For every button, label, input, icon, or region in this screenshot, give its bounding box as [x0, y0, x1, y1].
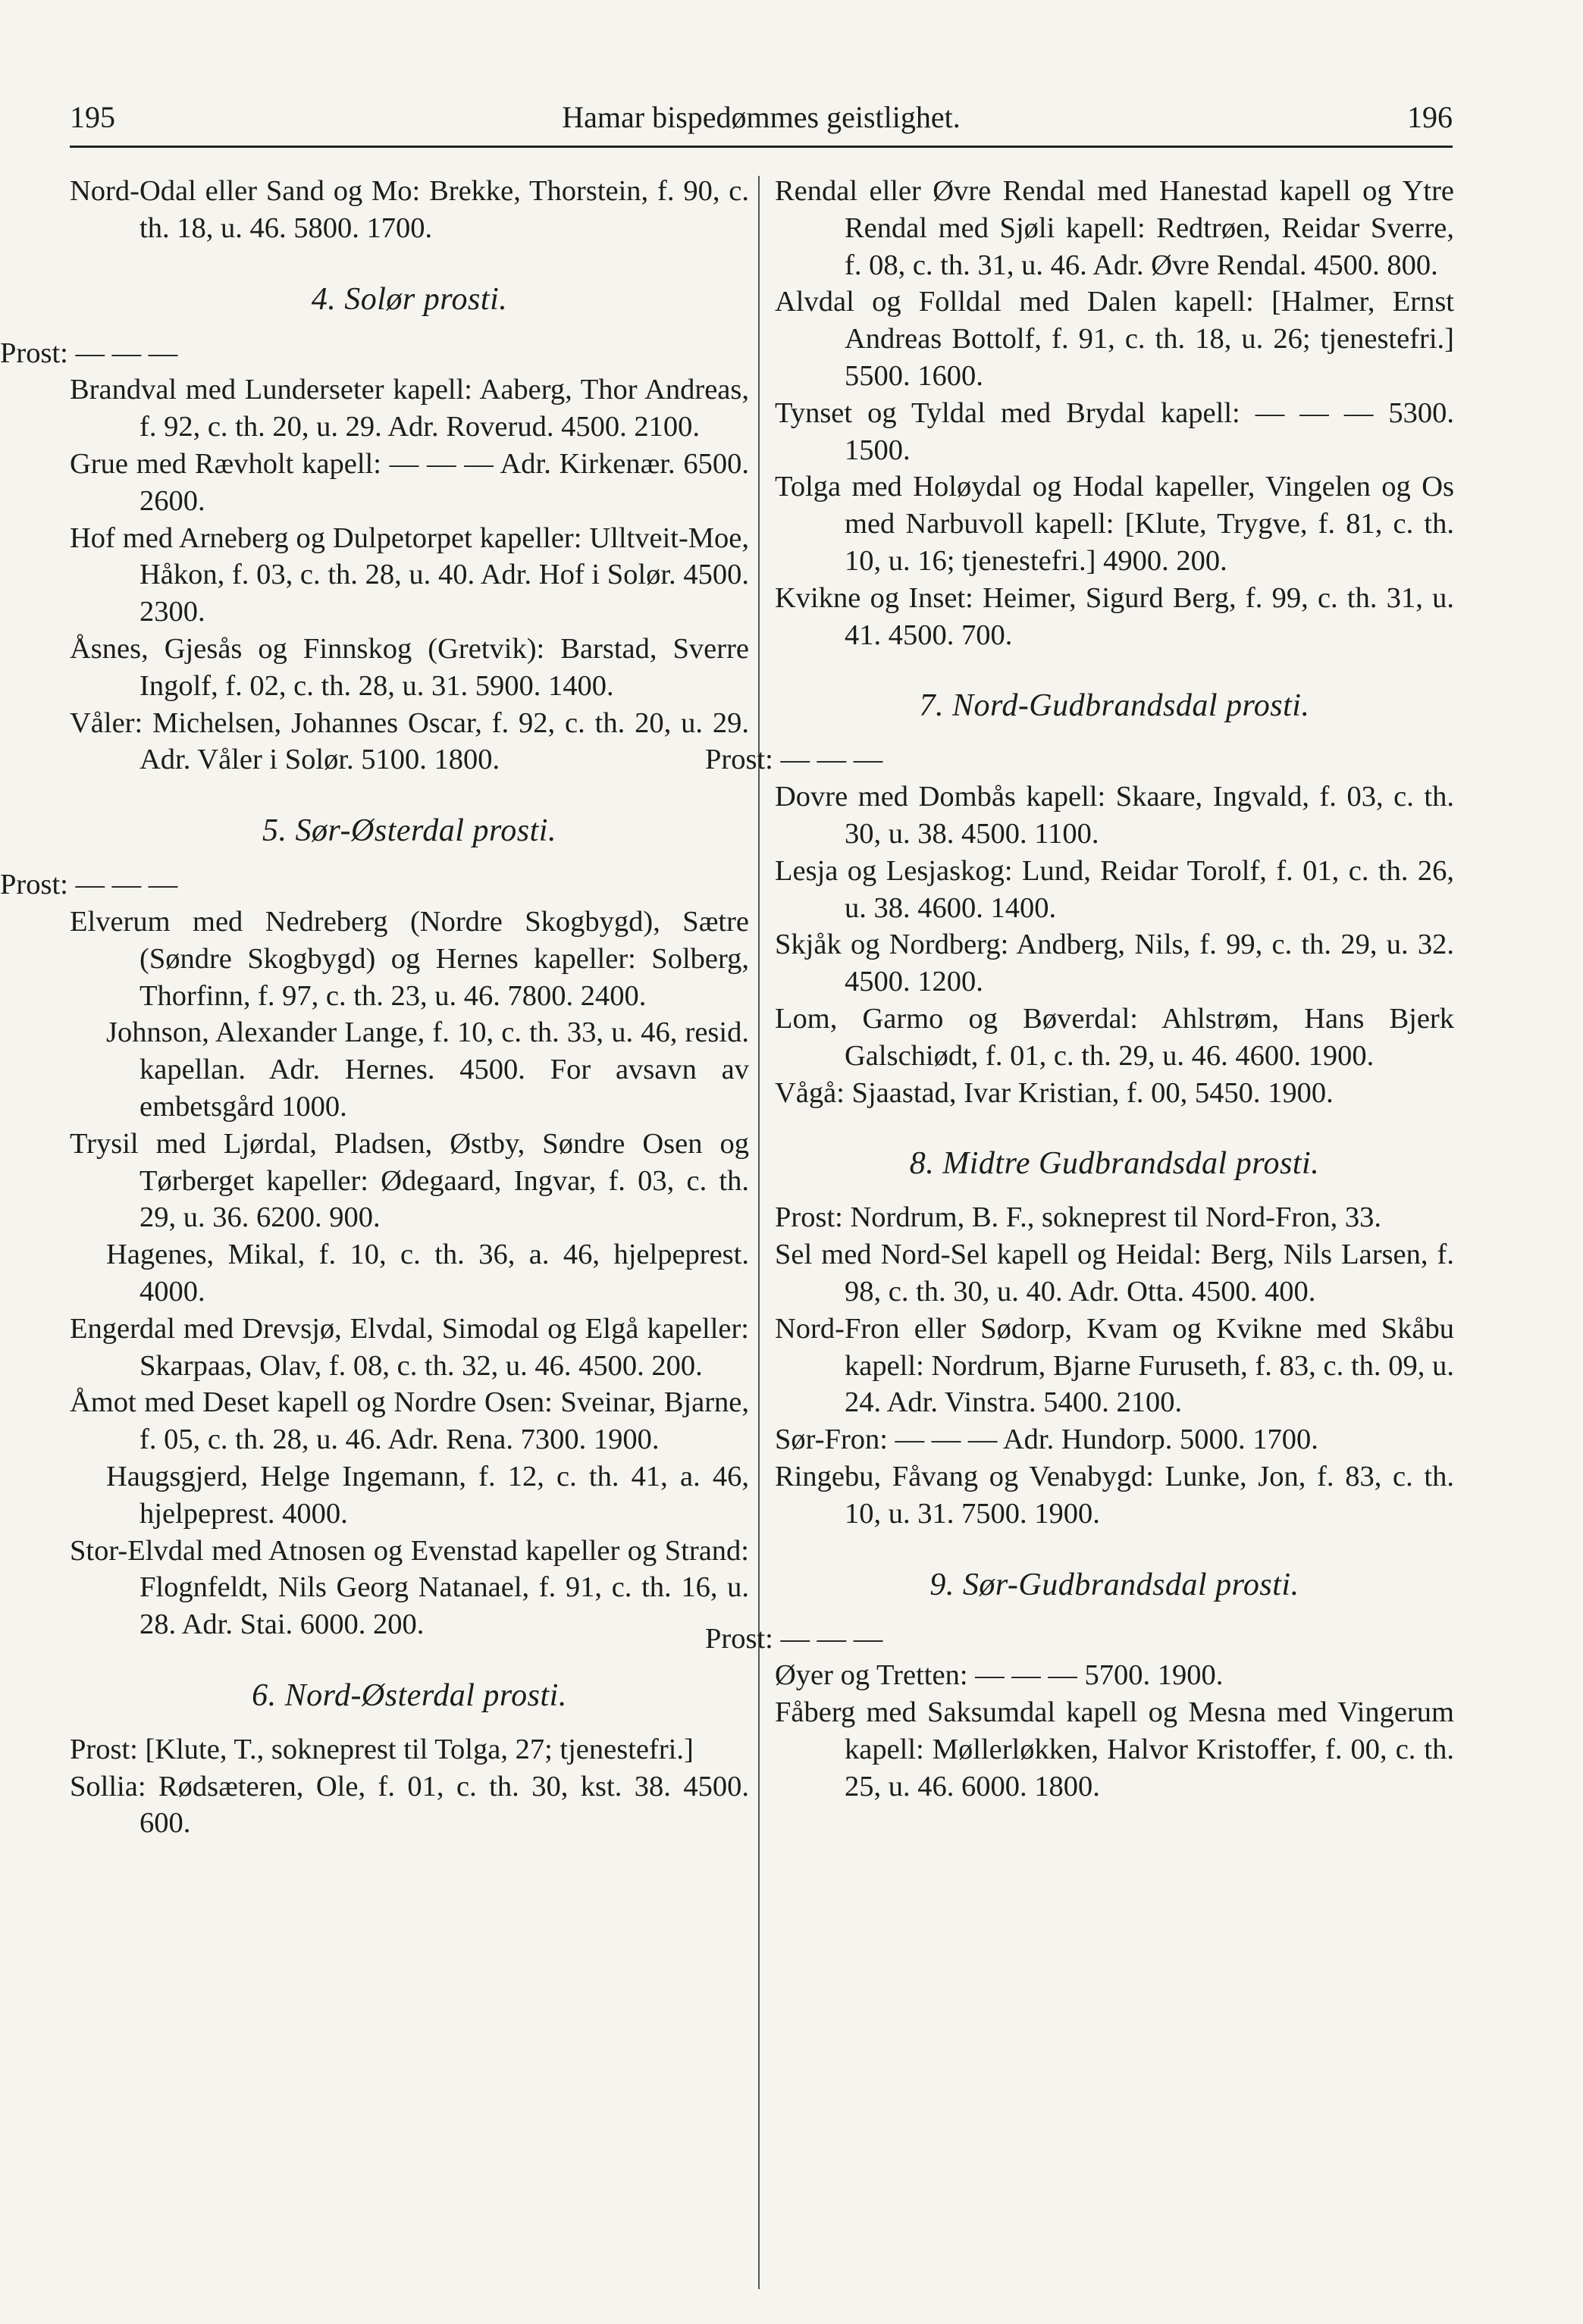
prost-line-8: Prost: Nordrum, B. F., sokneprest til Nord-Fron, 33. — [775, 1201, 1382, 1234]
prost-line-7: Prost: — — — — [705, 744, 883, 776]
page-number-left: 195 — [70, 100, 115, 134]
entry-hagenes: Hagenes, Mikal, f. 10, c. th. 36, a. 46, hjelpeprest. 4000. — [106, 1239, 749, 1308]
right-column — [705, 173, 1454, 1805]
column-divider — [758, 176, 760, 2289]
entry-lom: Lom, Garmo og Bøverdal: Ahlstrøm, Hans Bjerk Galschiødt, f. 01, c. th. 29, u. 46. 4600. 1900. — [775, 1002, 1454, 1072]
entry-sor-fron: Sør-Fron: — — — Adr. Hundorp. 5000. 1700. — [775, 1424, 1318, 1456]
entry-brandval: Brandval med Lunderseter kapell: Aaberg, Thor Andreas, f. 92, c. th. 20, u. 29. Adr. Roverud. 4500. 2100. — [70, 374, 749, 443]
entry-asnes: Åsnes, Gjesås og Finnskog (Gretvik): Barstad, Sverre Ingolf, f. 02, c. th. 28, u. 31. 5900. 1400. — [70, 632, 749, 702]
entry-stor-elvdal: Stor-Elvdal med Atnosen og Evenstad kapeller og Strand: Flognfeldt, Nils Georg Natanael, f. 91, c. th. 16, u. 28. Adr. Stai. 6000. 200. — [70, 1534, 749, 1641]
prost-line-5: Prost: — — — — [0, 869, 178, 901]
entry-skjak: Skjåk og Nordberg: Andberg, Nils, f. 99, c. th. 29, u. 32. 4500. 1200. — [775, 929, 1454, 998]
left-column — [0, 173, 749, 1842]
header-rule — [70, 146, 1453, 148]
page-header — [70, 99, 1453, 144]
entry-johnson: Johnson, Alexander Lange, f. 10, c. th. 33, u. 46, resid. kapellan. Adr. Hernes. 4500. For avsavn av embetsgård 1000. — [106, 1016, 749, 1123]
section-heading-6: 6. Nord-Østerdal prosti. — [252, 1677, 567, 1713]
prost-line-4: Prost: — — — — [0, 337, 178, 369]
entry-oyer: Øyer og Tretten: — — — 5700. 1900. — [775, 1659, 1224, 1692]
section-heading-8: 8. Midtre Gudbrandsdal prosti. — [909, 1146, 1320, 1182]
entry-vaga: Vågå: Sjaastad, Ivar Kristian, f. 00, 5450. 1900. — [775, 1076, 1334, 1109]
entry-tolga: Tolga med Holøydal og Hodal kapeller, Vingelen og Os med Narbuvoll kapell: [Klute, Trygve, f. 81, c. th. 10, u. 16; tjenestefri.] 4900. 200. — [775, 471, 1454, 577]
entry-elverum: Elverum med Nedreberg (Nordre Skogbygd), Sætre (Søndre Skogbygd) og Hernes kapeller: Solberg, Thorfinn, f. 97, c. th. 23, u. 46. 7800. 2400. — [70, 905, 749, 1012]
section-heading-9: 9. Sør-Gudbrandsdal prosti. — [929, 1567, 1299, 1602]
entry-trysil: Trysil med Ljørdal, Pladsen, Østby, Søndre Osen og Tørberget kapeller: Ødegaard, Ingvar, f. 03, c. th. 29, u. 36. 6200. 900. — [70, 1127, 749, 1234]
page-title: Hamar bispedømmes geistlighet. — [562, 100, 961, 134]
entry-grue: Grue med Rævholt kapell: — — — Adr. Kirkenær. 6500. 2600. — [70, 447, 749, 517]
entry-sel: Sel med Nord-Sel kapell og Heidal: Berg, Nils Larsen, f. 98, c. th. 30, u. 40. Adr. Otta. 4500. 400. — [775, 1239, 1454, 1308]
entry-lesja: Lesja og Lesjaskog: Lund, Reidar Torolf, f. 01, c. th. 26, u. 38. 4600. 1400. — [775, 854, 1454, 924]
prost-line-9: Prost: — — — — [705, 1622, 883, 1655]
page-number-right: 196 — [1407, 100, 1453, 134]
entry-valer: Våler: Michelsen, Johannes Oscar, f. 92, c. th. 20, u. 29. Adr. Våler i Solør. 5100. 1800. — [70, 706, 749, 776]
section-heading-4: 4. Solør prosti. — [311, 281, 508, 317]
entry-amot: Åmot med Deset kapell og Nordre Osen: Sveinar, Bjarne, f. 05, c. th. 28, u. 46. Adr. Rena. 7300. 1900. — [70, 1386, 749, 1456]
entry-alvdal: Alvdal og Folldal med Dalen kapell: [Halmer, Ernst Andreas Bottolf, f. 91, c. th. 18, u. 26; tjenestefri.] 5500. 1600. — [775, 286, 1454, 392]
entry-rendal: Rendal eller Øvre Rendal med Hanestad kapell og Ytre Rendal med Sjøli kapell: Redtrøen, Reidar Sverre, f. 08, c. th. 31, u. 46. Adr. Øvre Rendal. 4500. 800. — [775, 175, 1454, 281]
entry-dovre: Dovre med Dombås kapell: Skaare, Ingvald, f. 03, c. th. 30, u. 38. 4500. 1100. — [775, 781, 1454, 850]
entry-sollia: Sollia: Rødsæteren, Ole, f. 01, c. th. 30, kst. 38. 4500. 600. — [70, 1770, 749, 1840]
entry-engerdal: Engerdal med Drevsjø, Elvdal, Simodal og Elgå kapeller: Skarpaas, Olav, f. 08, c. th. 32, u. 46. 4500. 200. — [70, 1312, 749, 1382]
entry-kvikne: Kvikne og Inset: Heimer, Sigurd Berg, f. 99, c. th. 31, u. 41. 4500. 700. — [775, 581, 1454, 651]
prost-line-6: Prost: [Klute, T., sokneprest til Tolga, 27; tjenestefri.] — [70, 1733, 694, 1765]
entry-faberg: Fåberg med Saksumdal kapell og Mesna med Vingerum kapell: Møllerløkken, Halvor Kristoffer, f. 00, c. th. 25, u. 46. 6000. 1800. — [775, 1696, 1454, 1803]
entry-nord-odal: Nord-Odal eller Sand og Mo: Brekke, Thorstein, f. 90, c. th. 18, u. 46. 5800. 1700. — [70, 175, 749, 244]
entry-ringebu: Ringebu, Fåvang og Venabygd: Lunke, Jon, f. 83, c. th. 10, u. 31. 7500. 1900. — [775, 1460, 1454, 1530]
section-heading-7: 7. Nord-Gudbrandsdal prosti. — [919, 688, 1310, 724]
entry-hof: Hof med Arneberg og Dulpetorpet kapeller: Ulltveit-Moe, Håkon, f. 03, c. th. 28, u. 40. Adr. Hof i Solør. 4500. 2300. — [70, 521, 749, 628]
entry-nord-fron: Nord-Fron eller Sødorp, Kvam og Kvikne med Skåbu kapell: Nordrum, Bjarne Furuseth, f. 83, c. th. 09, u. 24. Adr. Vinstra. 5400. 2100. — [775, 1312, 1454, 1419]
section-heading-5: 5. Sør-Østerdal prosti. — [262, 813, 556, 849]
entry-haugsgjerd: Haugsgjerd, Helge Ingemann, f. 12, c. th. 41, a. 46, hjelpeprest. 4000. — [106, 1460, 749, 1530]
entry-tynset: Tynset og Tyldal med Brydal kapell: — — — 5300. 1500. — [775, 396, 1454, 466]
